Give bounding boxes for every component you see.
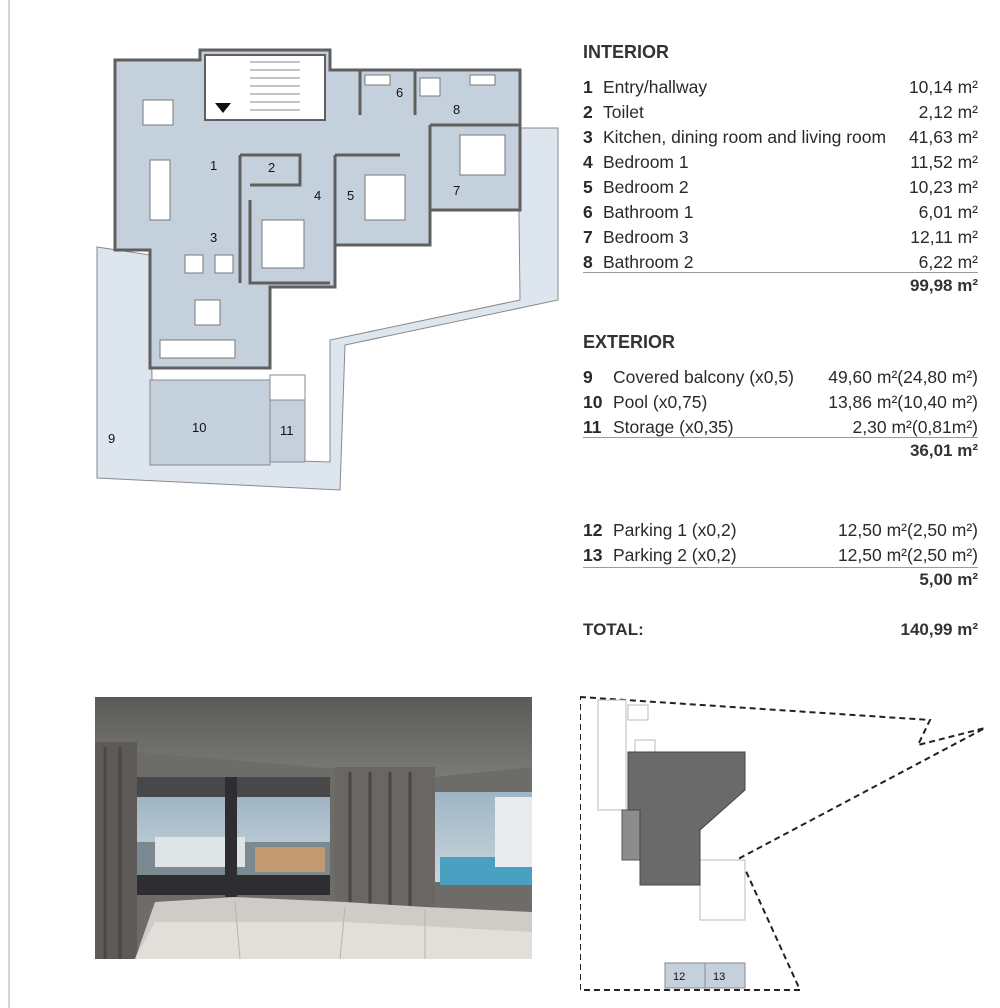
table-row: 11 Storage (x0,35) 2,30 m²(0,81m²) xyxy=(583,417,978,437)
table-row: 3 Kitchen, dining room and living room 41,63 m² xyxy=(583,127,978,147)
table-row: 7 Bedroom 3 12,11 m² xyxy=(583,227,978,247)
divider xyxy=(583,567,978,568)
interior-section xyxy=(583,40,980,300)
exterior-section xyxy=(583,330,980,470)
table-row: 10 Pool (x0,75) 13,86 m²(10,40 m²) xyxy=(583,392,978,412)
page-edge-line xyxy=(8,0,10,1008)
table-row: 6 Bathroom 1 6,01 m² xyxy=(583,202,978,222)
room-label-6: 6 xyxy=(396,85,404,100)
floor-plan xyxy=(80,40,570,500)
table-row: 4 Bedroom 1 11,52 m² xyxy=(583,152,978,172)
interior-heading: INTERIOR xyxy=(583,42,670,62)
site-plan xyxy=(580,693,990,993)
exterior-heading: EXTERIOR xyxy=(583,332,676,352)
interior-render-image xyxy=(95,697,532,959)
table-row: 1 Entry/hallway 10,14 m² xyxy=(583,77,978,97)
grand-total-section xyxy=(583,618,980,648)
grand-total-value: 140,99 m² xyxy=(900,620,978,639)
table-row: 13 Parking 2 (x0,2) 12,50 m²(2,50 m²) xyxy=(583,545,978,565)
room-label-7: 7 xyxy=(453,183,461,198)
table-row: 9 Covered balcony (x0,5) 49,60 m²(24,80 m²) xyxy=(583,367,978,387)
table-row: 2 Toilet 2,12 m² xyxy=(583,102,978,122)
grand-total-label: TOTAL: xyxy=(583,620,644,639)
divider xyxy=(583,272,978,273)
room-label-3: 3 xyxy=(210,230,218,245)
parking-total: 5,00 m² xyxy=(919,570,978,589)
parking-label-13: 13 xyxy=(713,971,726,983)
room-label-1: 1 xyxy=(210,158,218,173)
room-label-5: 5 xyxy=(347,188,355,203)
room-label-2: 2 xyxy=(268,160,276,175)
table-row: 8 Bathroom 2 6,22 m² xyxy=(583,252,978,272)
room-label-4: 4 xyxy=(314,188,322,203)
exterior-total: 36,01 m² xyxy=(909,441,978,460)
pool-area xyxy=(150,380,270,465)
room-label-8: 8 xyxy=(453,102,461,117)
room-label-10: 10 xyxy=(192,420,207,435)
parking-label-12: 12 xyxy=(673,971,686,983)
room-label-11: 11 xyxy=(280,423,294,438)
interior-total: 99,98 m² xyxy=(909,276,978,295)
room-label-9: 9 xyxy=(108,431,116,446)
divider xyxy=(583,437,978,438)
table-row: 12 Parking 1 (x0,2) 12,50 m²(2,50 m²) xyxy=(583,520,978,540)
table-row: 5 Bedroom 2 10,23 m² xyxy=(583,177,978,197)
parking-section xyxy=(583,518,980,598)
